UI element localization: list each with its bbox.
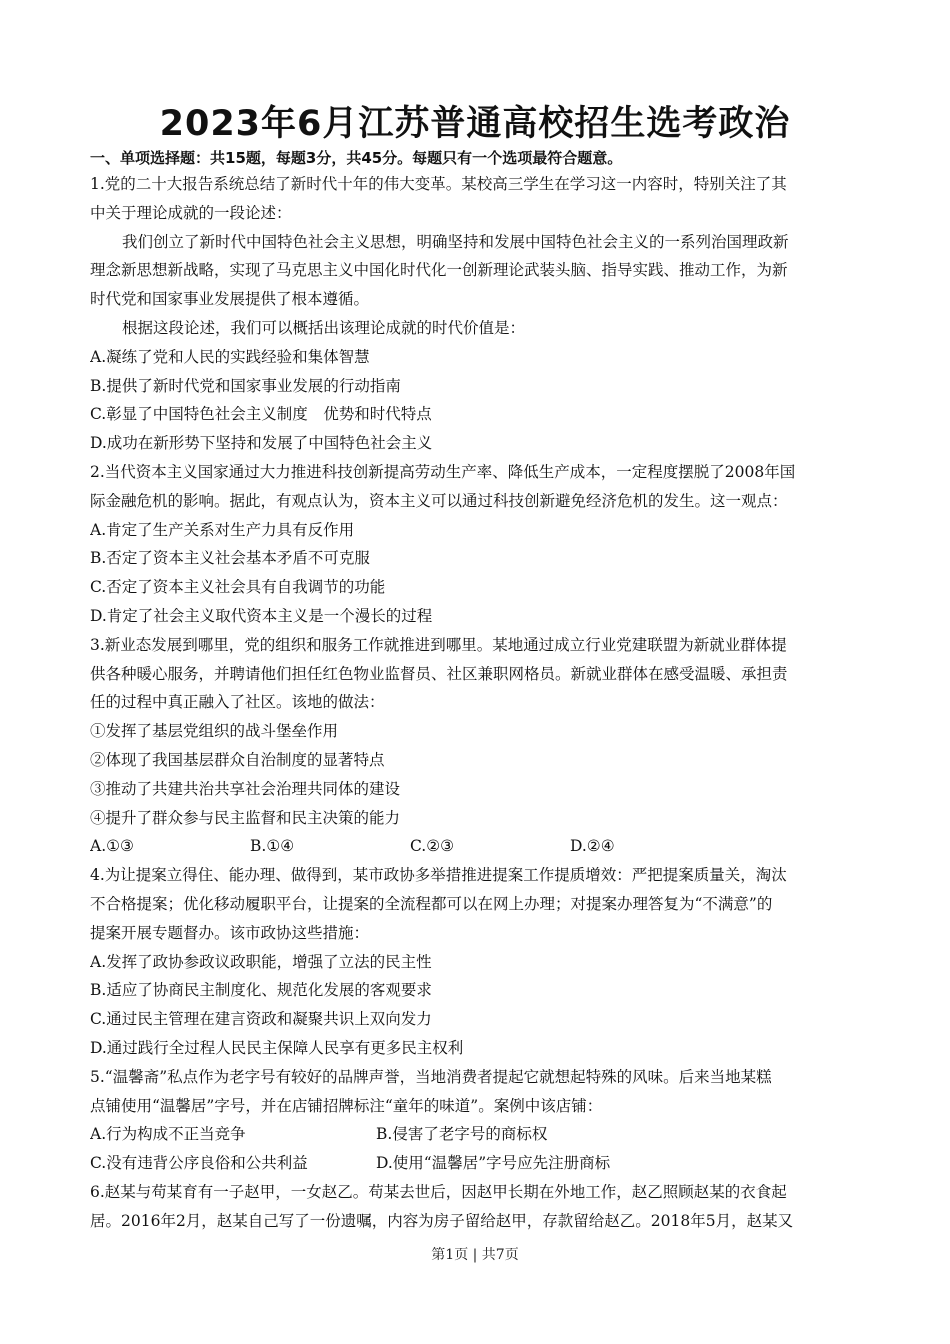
statement-1: ①发挥了基层党组织的战斗堡垒作用 xyxy=(90,722,339,741)
option-a: A.行为构成不正当竞争 xyxy=(90,1125,246,1144)
question-stem: 际金融危机的影响。据此，有观点认为，资本主义可以通过科技创新避免经济危机的发生。这一观点： xyxy=(90,491,788,510)
question-stem: 提案开展专题督办。该市政协这些措施： xyxy=(90,923,370,942)
question-2 xyxy=(90,458,865,631)
option-d: D.成功在新形势下坚持和发展了中国特色社会主义 xyxy=(90,434,433,453)
question-stem: 4.为让提案立得住、能办理、做得到，某市政协多举措推进提案工作提质增效：严把提案质量关，淘汰 xyxy=(90,866,787,885)
option-a: A.凝练了党和人民的实践经验和集体智慧 xyxy=(90,347,370,366)
option-c: C.没有违背公序良俗和公共利益 xyxy=(90,1154,308,1173)
option-d: D.通过践行全过程人民民主保障人民享有更多民主权利 xyxy=(90,1038,464,1057)
option-b: B.否定了资本主义社会基本矛盾不可克服 xyxy=(90,549,370,568)
question-stem: 中关于理论成就的一段论述： xyxy=(90,203,292,222)
quote-text: 理念新思想新战略，实现了马克思主义中国化时代化一创新理论武装头脑、指导实践、推动工作，为新 xyxy=(90,261,788,280)
options-row xyxy=(90,1120,865,1149)
option-a: A.①③ xyxy=(90,837,134,856)
option-c: C.通过民主管理在建言资政和凝聚共识上双向发力 xyxy=(90,1010,432,1029)
question-stem: 居。2016年2月，赵某自己写了一份遗嘱，内容为房子留给赵甲，存款留给赵乙。2018年5月，赵某又 xyxy=(90,1211,794,1230)
question-prompt: 根据这段论述，我们可以概括出该理论成就的时代价值是： xyxy=(122,318,526,337)
option-b: B.提供了新时代党和国家事业发展的行动指南 xyxy=(90,376,401,395)
statement-4: ④提升了群众参与民主监督和民主决策的能力 xyxy=(90,808,401,827)
question-6 xyxy=(90,1178,865,1236)
option-a: A.发挥了政协参政议政职能，增强了立法的民主性 xyxy=(90,952,432,971)
option-c: C.②③ xyxy=(410,837,455,856)
question-5 xyxy=(90,1063,865,1178)
option-c: C.彰显了中国特色社会主义制度 优势和时代特点 xyxy=(90,405,432,424)
option-b: B.侵害了老字号的商标权 xyxy=(376,1125,548,1144)
question-stem: 3.新业态发展到哪里，党的组织和服务工作就推进到哪里。某地通过成立行业党建联盟为新就业群体提 xyxy=(90,635,787,654)
quote-text: 时代党和国家事业发展提供了根本遵循。 xyxy=(90,290,370,309)
question-stem: 点铺使用“温馨居”字号，并在店铺招牌标注“童年的味道”。案例中该店铺： xyxy=(90,1096,603,1115)
option-b: B.适应了协商民主制度化、规范化发展的客观要求 xyxy=(90,981,432,1000)
options-row xyxy=(90,1149,865,1178)
question-stem: 1.党的二十大报告系统总结了新时代十年的伟大变革。某校高三学生在学习这一内容时，特别关注了其 xyxy=(90,175,787,193)
question-1 xyxy=(90,170,865,458)
statement-2: ②体现了我国基层群众自治制度的显著特点 xyxy=(90,750,385,769)
quote-text: 我们创立了新时代中国特色社会主义思想，明确坚持和发展中国特色社会主义的一系列治国理政新 xyxy=(122,232,789,251)
question-4 xyxy=(90,861,865,1063)
section-heading: 一、单项选择题：共15题，每题3分，共45分。每题只有一个选项最符合题意。 xyxy=(90,149,623,167)
question-stem: 任的过程中真正融入了社区。该地的做法： xyxy=(90,693,385,712)
page-footer: 第1页 | 共7页 xyxy=(431,1247,519,1263)
option-d: D.②④ xyxy=(570,837,615,856)
option-c: C.否定了资本主义社会具有自我调节的功能 xyxy=(90,578,386,597)
exam-content xyxy=(90,146,865,1235)
question-3 xyxy=(90,631,865,861)
option-a: A.肯定了生产关系对生产力具有反作用 xyxy=(90,520,355,539)
question-stem: 6.赵某与苟某育有一子赵甲，一女赵乙。苟某去世后，因赵甲长期在外地工作，赵乙照顾赵某的衣食起 xyxy=(90,1182,787,1201)
option-b: B.①④ xyxy=(250,837,295,856)
question-stem: 2.当代资本主义国家通过大力推进科技创新提高劳动生产率、降低生产成本，一定程度摆脱了2008年国 xyxy=(90,462,796,481)
option-d: D.肯定了社会主义取代资本主义是一个漫长的过程 xyxy=(90,606,433,625)
question-stem: 5.“温馨斋”私点作为老字号有较好的品牌声誉，当地消费者提起它就想起特殊的风味。后来当地某糕 xyxy=(90,1067,772,1086)
page-title: 2023年6月江苏普通高校招生选考政治 xyxy=(159,104,791,144)
question-stem: 不合格提案；优化移动履职平台，让提案的全流程都可以在网上办理；对提案办理答复为“不满意”的 xyxy=(90,894,773,913)
options-row xyxy=(90,832,865,861)
question-stem: 供各种暖心服务，并聘请他们担任红色物业监督员、社区兼职网格员。新就业群体在感受温暖、承担责 xyxy=(90,664,788,683)
option-d: D.使用“温馨居”字号应先注册商标 xyxy=(376,1154,611,1173)
statement-3: ③推动了共建共治共享社会治理共同体的建设 xyxy=(90,779,401,798)
